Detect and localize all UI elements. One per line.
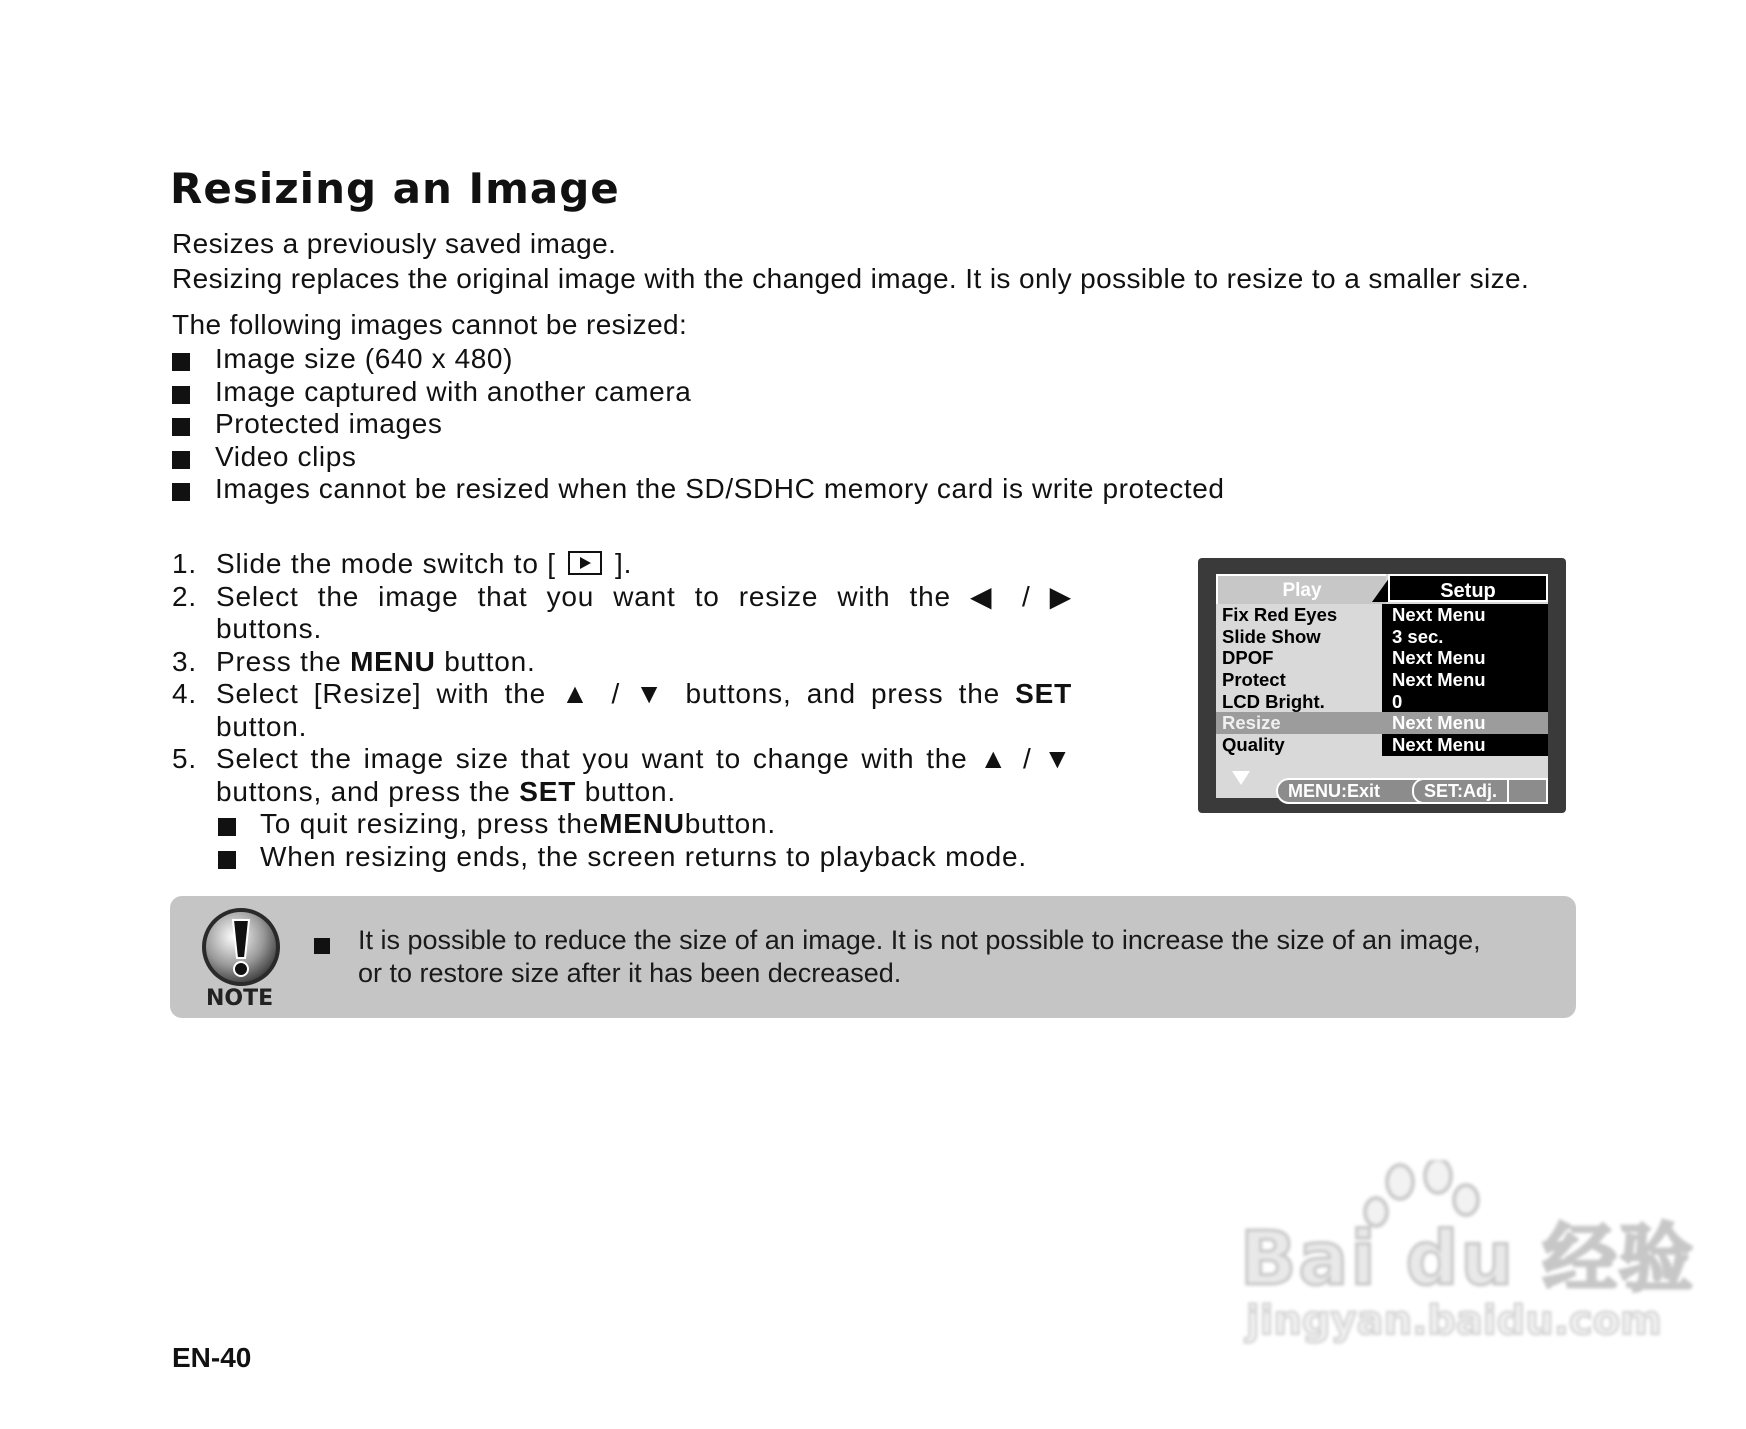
list-item: Video clips bbox=[172, 441, 1225, 474]
step-5: 5. Select the image size that you want to change with the ▲ / ▼ buttons, and press the SET button. bbox=[172, 743, 1072, 807]
list-item: Protected images bbox=[172, 408, 1225, 441]
bullet-square-icon bbox=[218, 818, 236, 836]
lcd-menu bbox=[1216, 574, 1548, 801]
sub-list-item: When resizing ends, the screen returns to playback mode. bbox=[172, 841, 1072, 874]
set-button-label: SET bbox=[1015, 678, 1072, 709]
step-4: 4. Select [Resize] with the ▲ / ▼ buttons, and press the SET button. bbox=[172, 678, 1072, 742]
bullet-square-icon bbox=[314, 938, 330, 954]
lcd-footer bbox=[1276, 778, 1548, 804]
exclamation-warning-icon bbox=[200, 906, 282, 988]
bullet-square-icon bbox=[218, 851, 236, 869]
step-1: 1. Slide the mode switch to [ ]. bbox=[172, 548, 633, 579]
bullet-square-icon bbox=[172, 386, 190, 404]
procedure-steps bbox=[172, 548, 1072, 873]
watermark-url: jingyan.baidu.com bbox=[1246, 1298, 1662, 1344]
tab-setup: Setup bbox=[1388, 574, 1548, 602]
bullet-square-icon bbox=[172, 418, 190, 436]
note-label: NOTE bbox=[206, 986, 274, 1011]
menu-row-slide-show: Slide Show 3 sec. bbox=[1216, 626, 1548, 648]
tab-play: Play bbox=[1216, 574, 1386, 604]
menu-row-quality: Quality Next Menu bbox=[1216, 734, 1548, 756]
menu-row-protect: Protect Next Menu bbox=[1216, 669, 1548, 691]
menu-row-fix-red-eyes: Fix Red Eyes Next Menu bbox=[1216, 604, 1548, 626]
note-box bbox=[170, 896, 1576, 1018]
menu-exit-hint: MENU:Exit bbox=[1288, 781, 1381, 801]
cannot-resize-heading: The following images cannot be resized: bbox=[172, 309, 688, 340]
bullet-square-icon bbox=[172, 353, 190, 371]
step-3: 3. Press the MENU button. bbox=[172, 645, 536, 677]
sub-list-item: To quit resizing, press the MENU button. bbox=[172, 808, 1072, 841]
bullet-square-icon bbox=[172, 483, 190, 501]
menu-row-resize: Resize Next Menu bbox=[1216, 712, 1548, 734]
intro-text-1: Resizes a previously saved image. bbox=[172, 228, 617, 259]
note-text: It is possible to reduce the size of an image. It is not possible to increase the size of an image, or to restore size after it has been decreased. bbox=[314, 924, 1554, 989]
page-title: Resizing an Image bbox=[170, 164, 620, 213]
set-adjust-hint: SET:Adj. bbox=[1412, 778, 1509, 804]
scroll-down-icon bbox=[1232, 771, 1250, 785]
menu-list bbox=[1216, 604, 1548, 756]
playback-mode-icon bbox=[568, 551, 602, 575]
watermark-main-text: Bai du 经验 bbox=[1240, 1216, 1695, 1302]
intro-text-2: Resizing replaces the original image with the changed image. It is only possible to resize to a smaller size. bbox=[172, 263, 1530, 294]
step-2: 2. Select the image that you want to resize with the ◀ / ▶ buttons. bbox=[172, 580, 1072, 644]
list-item: Image size (640 x 480) bbox=[172, 343, 1225, 376]
baidu-jingyan-watermark bbox=[1240, 1170, 1695, 1370]
set-button-label: SET bbox=[519, 775, 577, 807]
menu-button-label: MENU bbox=[350, 645, 436, 677]
bullet-square-icon bbox=[172, 451, 190, 469]
cannot-resize-list bbox=[172, 343, 1225, 506]
menu-row-lcd-bright: LCD Bright. 0 bbox=[1216, 691, 1548, 713]
menu-row-dpof: DPOF Next Menu bbox=[1216, 647, 1548, 669]
page-number: EN-40 bbox=[172, 1342, 252, 1373]
menu-button-label: MENU bbox=[599, 808, 685, 839]
list-item: Image captured with another camera bbox=[172, 376, 1225, 409]
camera-lcd-screen bbox=[1198, 558, 1566, 813]
list-item: Images cannot be resized when the SD/SDHC memory card is write protected bbox=[172, 473, 1225, 506]
